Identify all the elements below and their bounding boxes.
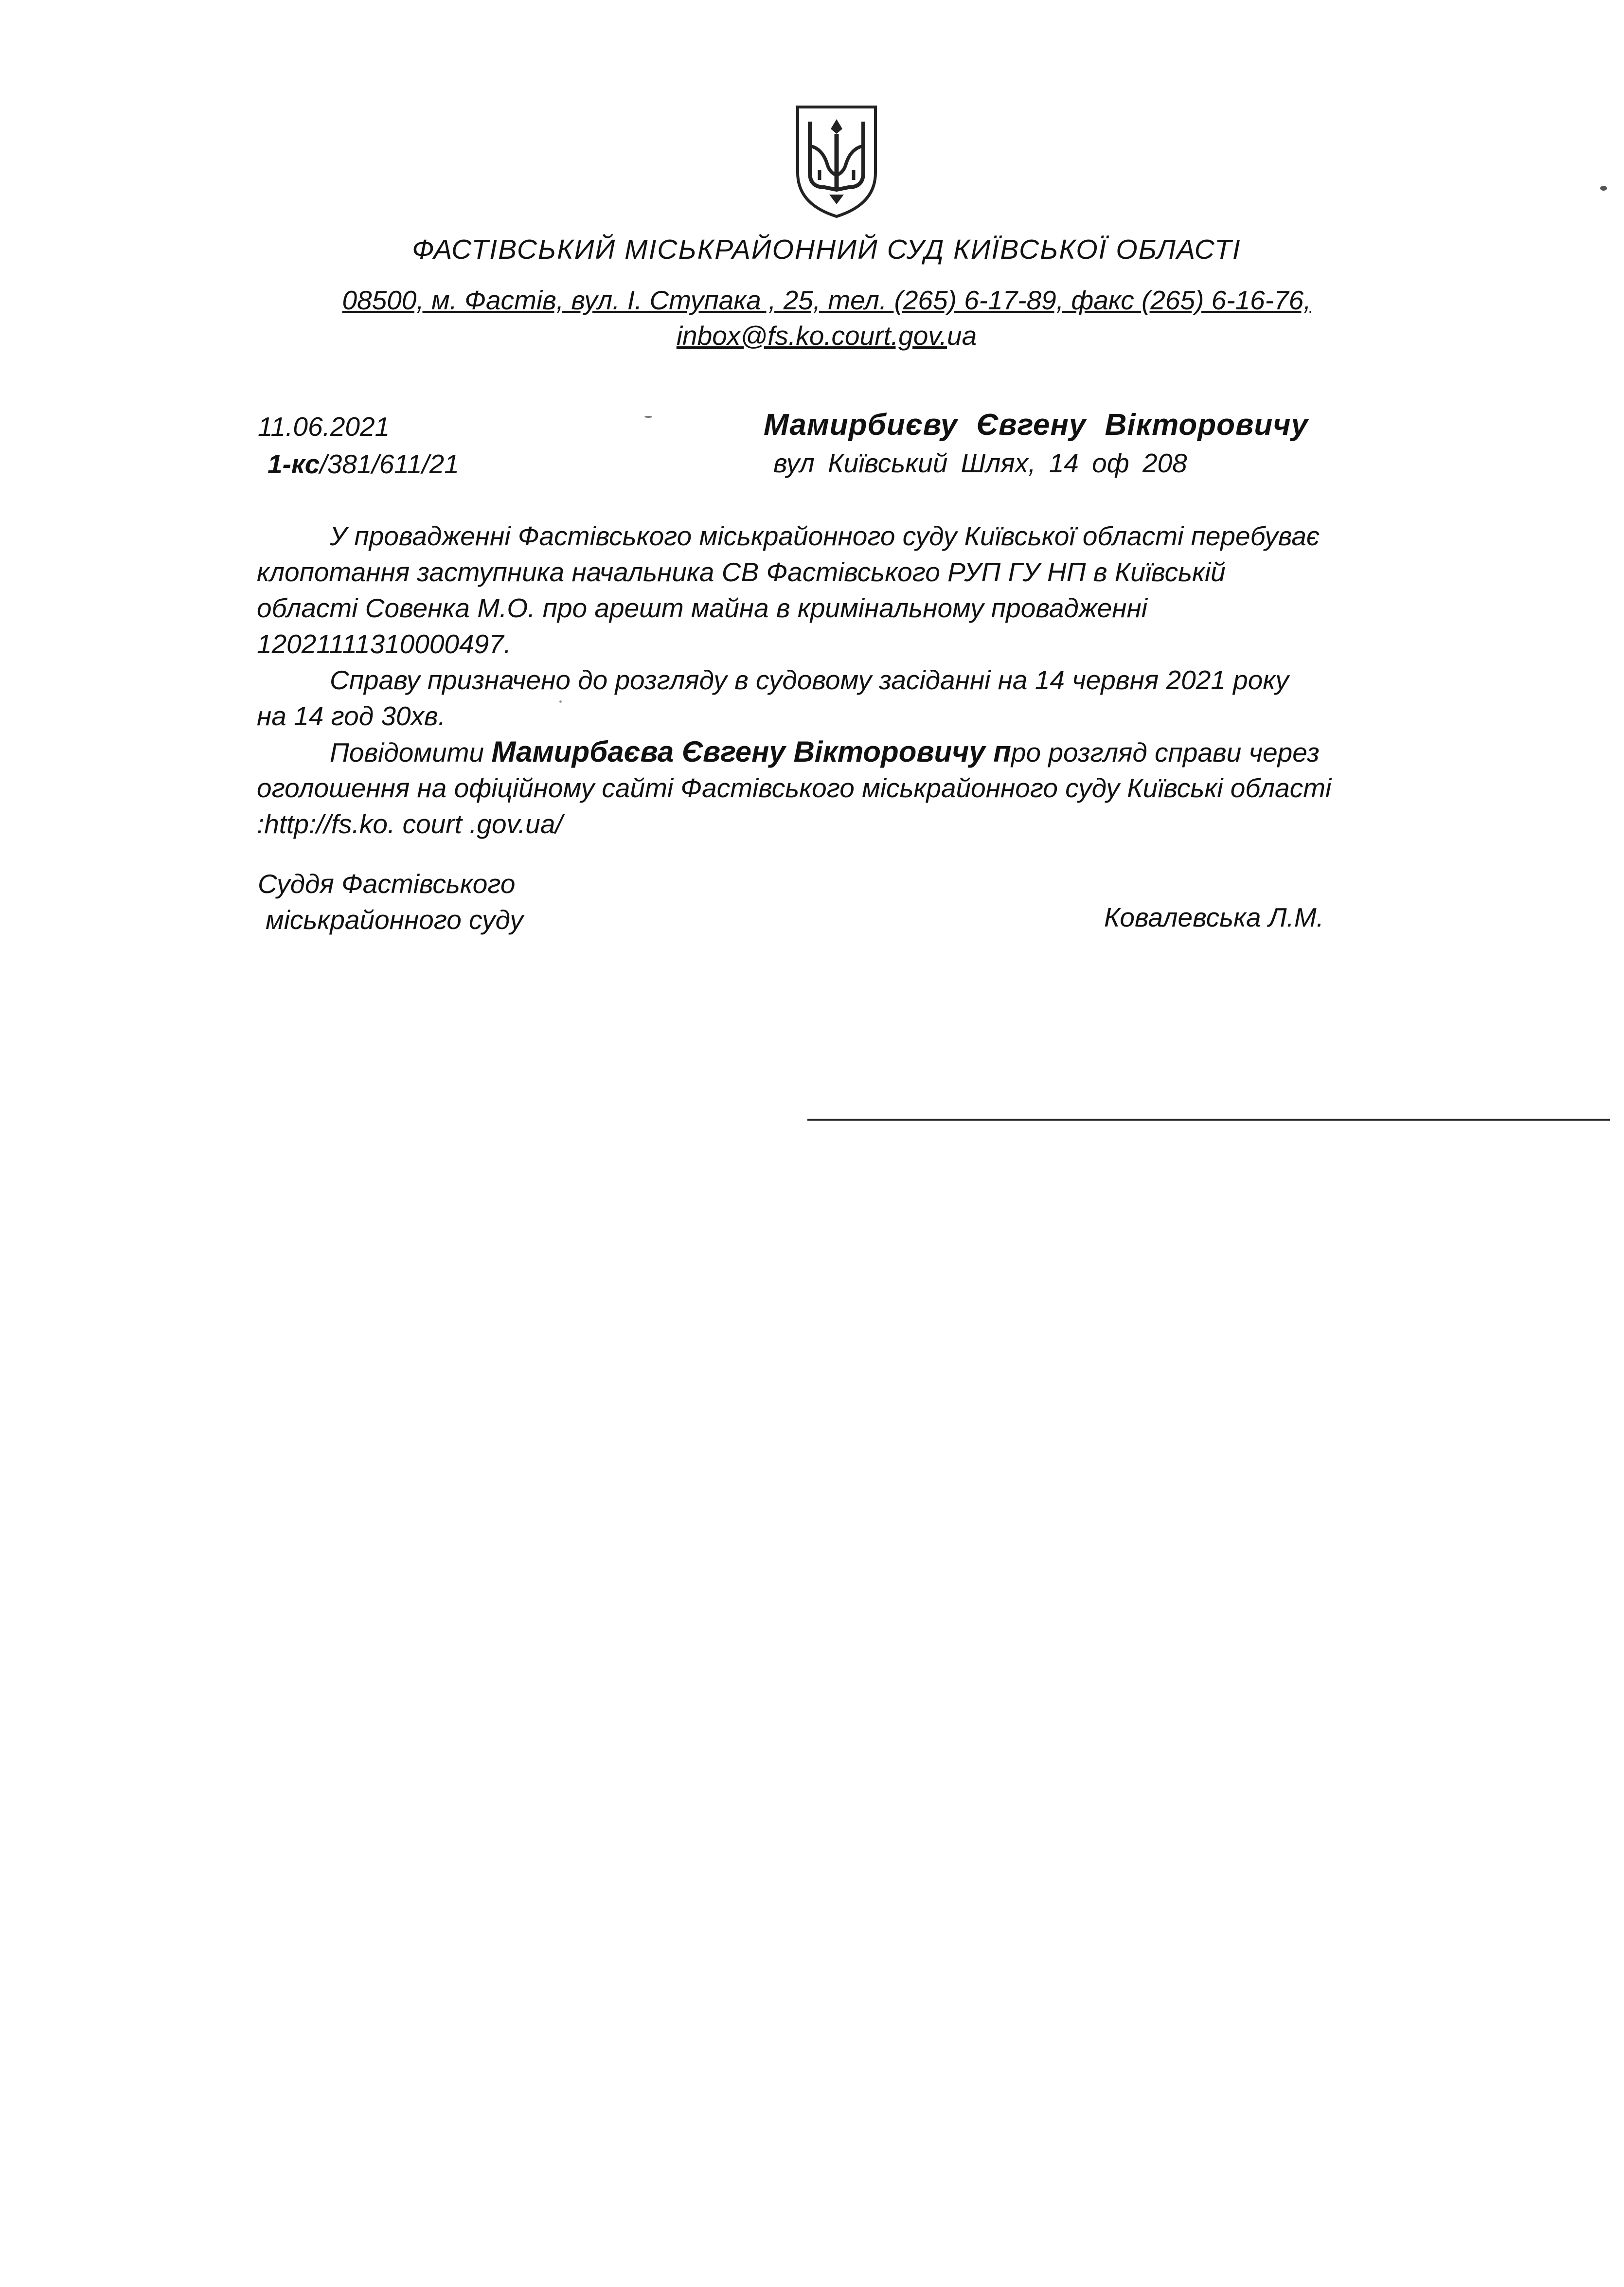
court-address: 08500, м. Фастів, вул. І. Ступака , 25, тел. (265) 6-17-89, факс (265) 6-16-76,	[342, 285, 1311, 315]
court-email-underlined: inbox@fs.ko.court.gov.	[676, 321, 947, 351]
letter-date: 11.06.2021	[258, 411, 390, 442]
body-p2-line2: на 14 год 30хв.	[257, 701, 446, 731]
scan-speck	[559, 700, 562, 703]
body-p1-line1: У провадженні Фастівського міськрайонного суду Київської області перебуває	[330, 521, 1320, 551]
addressee-name: Мамирбиєву Євгену Вікторовичу	[764, 408, 1308, 442]
addressee-address: вул Київський Шлях, 14 оф 208	[773, 448, 1187, 478]
signature-title	[258, 866, 523, 938]
body-p1-line3: області Совенка М.О. про арешт майна в кримінальному провадженні	[257, 593, 1148, 623]
trident-emblem-icon	[788, 100, 885, 221]
court-name: ФАСТІВСЬКИЙ МІСЬКРАЙОННИЙ СУД КИЇВСЬКОЇ ОБЛАСТІ	[412, 234, 1241, 265]
body-p1-line2: клопотання заступника начальника СВ Фастівського РУП ГУ НП в Київській	[257, 557, 1226, 587]
case-number-prefix: 1-кс	[268, 449, 320, 479]
case-number	[268, 448, 459, 480]
scan-speck	[644, 416, 652, 418]
court-email	[0, 320, 1624, 351]
body-p3-line3: :http://fs.ko. court .gov.ua/	[257, 809, 563, 839]
body-p3-suffix: ро розгляд справи через	[1011, 737, 1320, 768]
signature-title-line1: Суддя Фастівського	[258, 869, 516, 899]
court-email-tail: ua	[947, 321, 977, 351]
body-p2-line1: Справу призначено до розгляду в судовому засіданні на 14 червня 2021 року	[330, 665, 1289, 695]
case-number-rest: /381/611/21	[320, 449, 459, 479]
footer-divider	[807, 1119, 1610, 1121]
judge-name: Ковалевська Л.М.	[1104, 902, 1324, 932]
body-p3-prefix: Повідомити	[330, 737, 492, 768]
signature-title-line2: міськрайонного суду	[266, 905, 523, 935]
scan-speck	[1600, 186, 1607, 191]
body-p1-line4: 12021111310000497.	[257, 629, 512, 659]
letter-body	[257, 518, 1531, 842]
body-p3-line2: оголошення на офіційному сайті Фастівського міськрайонного суду Київські області	[257, 773, 1332, 803]
body-p3-line1	[257, 734, 1531, 770]
body-p3-bold-name: Мамирбаєва Євгену Вікторовичу п	[491, 735, 1011, 768]
